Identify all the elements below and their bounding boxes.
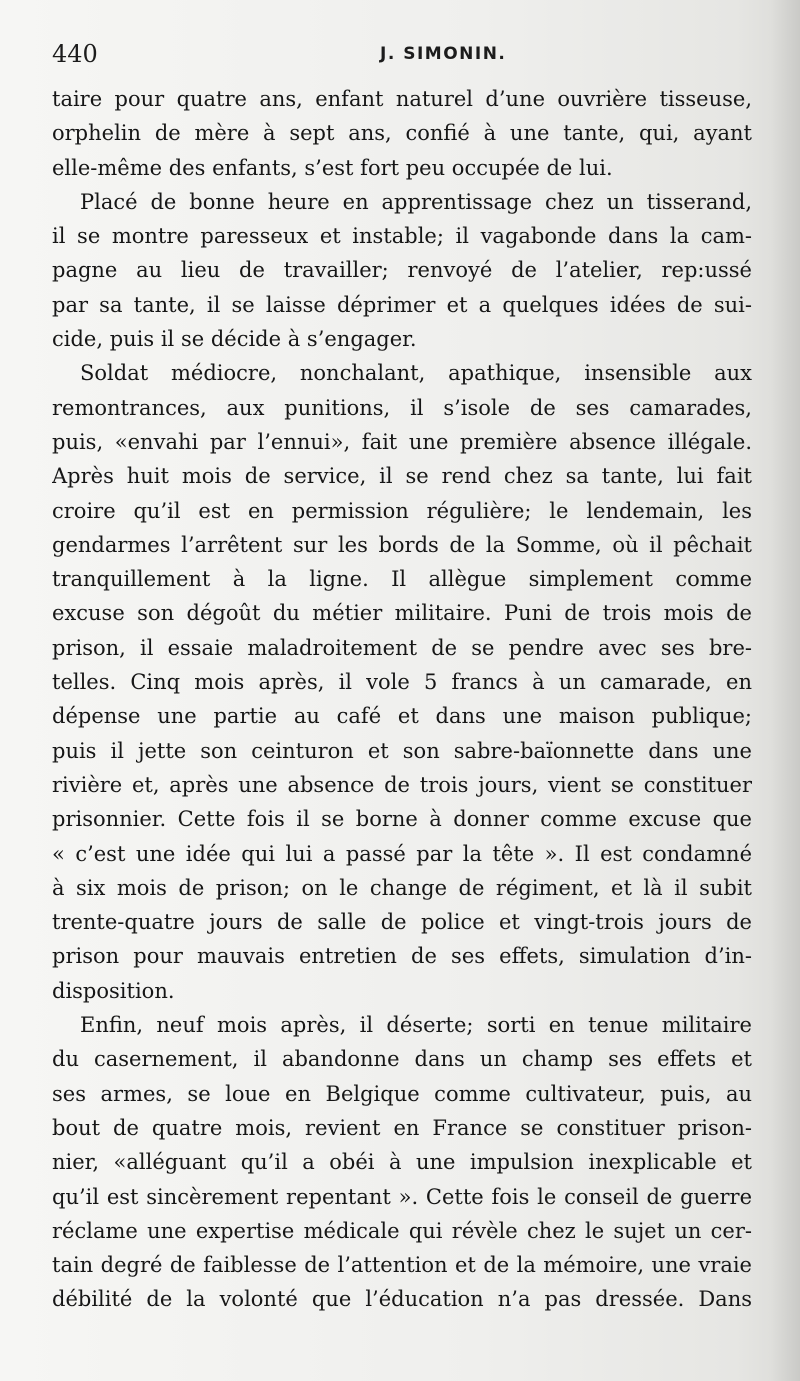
text-line: remontrances, aux punitions, il s’isole de ses camarades, — [52, 395, 752, 420]
text-line: disposition. — [52, 978, 175, 1003]
text-line: prison pour mauvais entretien de ses effets, simulation d’in- — [52, 944, 752, 969]
text-line: tain degré de faiblesse de l’attention et de la mémoire, une vraie — [52, 1253, 752, 1278]
text-line: dépense une partie au café et dans une maison publique; — [52, 704, 752, 729]
text-line: prison, il essaie maladroitement de se pendre avec ses bre- — [52, 635, 752, 660]
text-line: excuse son dégoût du métier militaire. Puni de trois mois de — [52, 601, 752, 626]
text-line: prisonnier. Cette fois il se borne à donner comme excuse que — [52, 807, 752, 832]
text-line: ses armes, se loue en Belgique comme cultivateur, puis, au — [52, 1081, 752, 1106]
text-line: bout de quatre mois, revient en France se constituer prison- — [52, 1115, 752, 1140]
text-line: tranquillement à la ligne. Il allègue simplement comme — [52, 567, 752, 592]
text-line: il se montre paresseux et instable; il vagabonde dans la cam- — [52, 224, 752, 249]
text-line: nier, «alléguant qu’il a obéi à une impulsion inexplicable et — [52, 1150, 752, 1175]
text-line: qu’il est sincèrement repentant ». Cette fois le conseil de guerre — [52, 1184, 752, 1209]
text-line: elle-même des enfants, s’est fort peu occupée de lui. — [52, 155, 613, 180]
text-line: orphelin de mère à sept ans, confié à une tante, qui, ayant — [52, 121, 752, 146]
text-line: Après huit mois de service, il se rend chez sa tante, lui fait — [52, 464, 752, 489]
text-line: Enfin, neuf mois après, il déserte; sorti en tenue militaire — [80, 1013, 752, 1038]
text-line: trente-quatre jours de salle de police et vingt-trois jours de — [52, 910, 752, 935]
text-line: Soldat médiocre, nonchalant, apathique, insensible aux — [80, 361, 752, 386]
text-line: croire qu’il est en permission régulière; le lendemain, les — [52, 498, 752, 523]
text-line: cide, puis il se décide à s’engager. — [52, 327, 417, 352]
text-line: telles. Cinq mois après, il vole 5 francs à un camarade, en — [52, 670, 752, 695]
text-line: réclame une expertise médicale qui révèle chez le sujet un cer- — [52, 1218, 752, 1243]
text-line: puis, «envahi par l’ennui», fait une première absence illégale. — [52, 429, 752, 454]
text-line: du casernement, il abandonne dans un champ ses effets et — [52, 1047, 752, 1072]
text-line: taire pour quatre ans, enfant naturel d’une ouvrière tisseuse, — [52, 87, 752, 111]
text-line: Placé de bonne heure en apprentissage chez un tisserand, — [80, 189, 752, 214]
text-line: puis il jette son ceinturon et son sabre-baïonnette dans une — [52, 738, 752, 763]
running-head: J. SIMONIN. — [380, 44, 507, 64]
body-text — [52, 82, 752, 1317]
text-line: « c’est une idée qui lui a passé par la tête ». Il est condamné — [52, 841, 752, 866]
page-number: 440 — [52, 40, 98, 68]
page-header — [52, 40, 752, 76]
text-line: par sa tante, il se laisse déprimer et a quelques idées de sui- — [52, 292, 752, 317]
text-line: à six mois de prison; on le change de régiment, et là il subit — [52, 875, 752, 900]
text-line: rivière et, après une absence de trois jours, vient se constituer — [52, 772, 752, 797]
page-edge-shadow — [770, 0, 800, 1381]
text-line: pagne au lieu de travailler; renvoyé de l’atelier, rep:ussé — [52, 258, 752, 283]
text-line: gendarmes l’arrêtent sur les bords de la Somme, où il pêchait — [52, 532, 752, 557]
text-line: débilité de la volonté que l’éducation n’a pas dressée. Dans — [52, 1287, 752, 1312]
